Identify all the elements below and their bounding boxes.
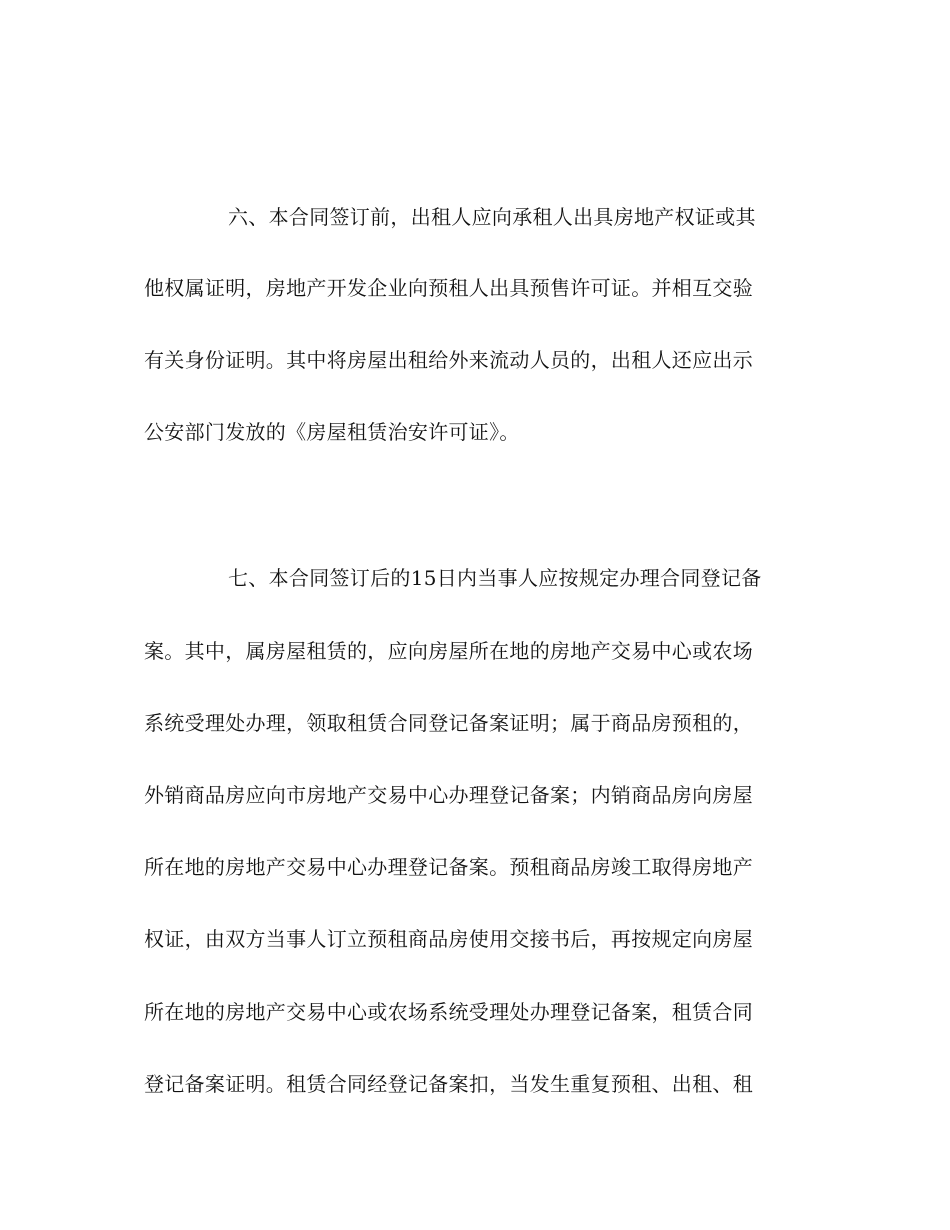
- paragraph-line: 系统受理处办理，领取租赁合同登记备案证明；属于商品房预租的，: [144, 711, 753, 735]
- paragraph-line: 外销商品房应向市房地产交易中心办理登记备案；内销商品房向房屋: [144, 783, 753, 807]
- paragraph-line: 公安部门发放的《房屋租赁治安许可证》。: [144, 420, 520, 444]
- paragraph-line: 所在地的房地产交易中心或农场系统受理处办理登记备案，租赁合同: [144, 1000, 753, 1024]
- paragraph-line: 六、本合同签订前，出租人应向承租人出具房地产权证或其: [228, 205, 756, 229]
- paragraph-line: 案。其中，属房屋租赁的，应向房屋所在地的房地产交易中心或农场: [144, 639, 753, 663]
- paragraph-line: 七、本合同签订后的15日内当事人应按规定办理合同登记备: [228, 566, 762, 590]
- paragraph-line: 所在地的房地产交易中心办理登记备案。预租商品房竣工取得房地产: [144, 855, 753, 879]
- paragraph-line: 他权属证明，房地产开发企业向预租人出具预售许可证。并相互交验: [144, 276, 753, 300]
- paragraph-line: 权证，由双方当事人订立预租商品房使用交接书后，再按规定向房屋: [144, 927, 753, 951]
- paragraph-line: 有关身份证明。其中将房屋出租给外来流动人员的，出租人还应出示: [144, 348, 753, 372]
- paragraph-line: 登记备案证明。租赁合同经登记备案扣，当发生重复预租、出租、租: [144, 1072, 753, 1096]
